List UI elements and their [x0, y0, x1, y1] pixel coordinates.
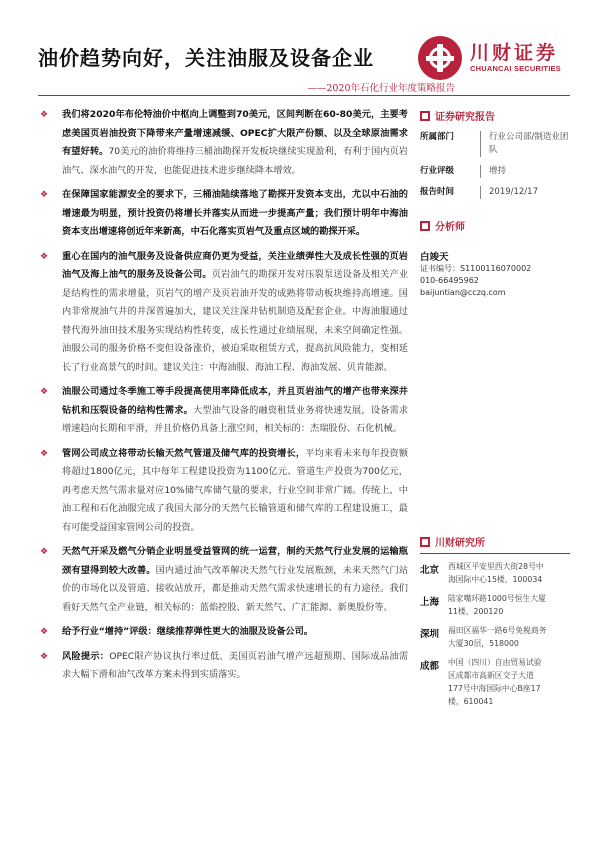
address-line: 11楼，200120 — [448, 607, 504, 616]
paragraph-lead: 天然气开采及燃气分销企业明显受益管网的统一运营，制约天然气行业发展的运输瓶颈有望得到较大改善。 — [62, 546, 408, 576]
summary-paragraph — [38, 623, 408, 642]
summary-paragraph — [38, 383, 408, 439]
paragraph-lead: 给予行业“增持”评级：继续推荐弹性更大的油服及设备公司。 — [62, 626, 313, 637]
paragraph-body: 国内通过油气改革解决天然气行业发展瓶颈，未来天然气门站价的市场化以及管道、接收站放开，都是推动天然气需求快速增长的有力途径。我们看好天然气全产业链，相关标的：蓝焰控股、新天然气、广汇能源、新奥股份等。 — [62, 564, 409, 613]
info-row — [420, 186, 570, 199]
address-line: 大厦30层，518000 — [448, 639, 519, 648]
paragraph-body: 平均来看未来每年投资额将超过1800亿元，其中每年工程建设投资为1100亿元、管道生产投资为700亿元，再考虑天然气需求量对应10%储气库储气量的要求，行业空间非常广阔。传统上，中油工程和石化油服完成了我国大部分的天然气长输管道和储气库的工程建设施工，最有可能受益国家管网公司的投资。 — [62, 447, 409, 533]
info-key: 行业评级 — [420, 166, 455, 176]
diamond-bullet-icon: ❖ — [40, 190, 49, 200]
section-marker-icon — [420, 537, 430, 547]
company-logo — [418, 36, 568, 80]
diamond-bullet-icon: ❖ — [40, 387, 49, 397]
summary-paragraph — [38, 248, 408, 378]
logo-name-cn: 川财证券 — [470, 42, 559, 64]
office-city: 成都 — [420, 661, 440, 672]
analyst-phone: 010-66495962 — [420, 276, 479, 285]
info-row — [420, 165, 570, 178]
institute-heading — [420, 534, 570, 549]
report-heading — [420, 108, 570, 123]
institute-panel — [420, 534, 570, 708]
paragraph-lead: 油服公司通过冬季施工等手段提高使用率降低成本，并且页岩油气的增产也带来深井钻机和压裂设备的结构性需求。 — [62, 386, 408, 416]
address-line: 福田区福华一路6号免税商务 — [448, 626, 547, 635]
paragraph-lead: 在保障国家能源安全的要求下，三桶油陆续落地了勘探开发资本支出，尤以中石油的增速最为明显，预计投资仍将增长并落实从而进一步提高产量；我们预计明年中海油资本支出增速将创近年来新高，中石化落实页岩气及重点区域的勘探开采。 — [62, 189, 408, 237]
info-value: 行业公司部/制造业团队 — [480, 131, 570, 157]
office-city: 上海 — [420, 597, 440, 608]
institute-heading-label: 川财研究所 — [435, 538, 485, 549]
summary-paragraph — [38, 186, 408, 242]
summary-paragraph — [38, 648, 408, 685]
address-line: 楼，610041 — [448, 697, 494, 706]
info-row — [420, 131, 570, 157]
info-value: 2019/12/17 — [480, 186, 570, 199]
paragraph-lead: 我们将2020年布伦特油价中枢向上调整到70美元，区间判断在60-80美元，主要考虑美国页岩油投资下降带来产量增速减缓、OPEC扩大限产份额、以及全球原油需求有望好转。 — [62, 109, 408, 157]
paragraph-lead: 管网公司成立将带动长输天然气管道及储气库的投资增长， — [62, 447, 306, 459]
diamond-bullet-icon: ❖ — [40, 547, 49, 557]
paragraph-lead: 风险提示： — [62, 650, 110, 662]
summary-body — [38, 106, 408, 691]
report-title: 油价趋势向好，关注油服及设备企业 — [38, 46, 374, 70]
address-line: 区成都市高新区交子大道 — [448, 671, 534, 680]
logo-name-en: CHUANCAI SECURITIES — [470, 64, 561, 73]
analyst-heading — [420, 218, 570, 233]
institute-divider — [420, 553, 570, 554]
info-value: 增持 — [480, 165, 570, 178]
logo-mark-icon — [418, 36, 462, 80]
analyst-email[interactable]: baijuntian@cczq.com — [420, 288, 506, 297]
diamond-bullet-icon: ❖ — [40, 627, 49, 637]
info-key: 所属部门 — [420, 132, 455, 142]
summary-paragraph — [38, 106, 408, 180]
paragraph-body: 页岩油气的勘探开发对压裂泵送设备及相关产业是结构性的需求增量，页岩气的增产及页岩油开发的成熟将带动板块维持高增速。国内非常规油气井的井深普遍加大，建议关注深井钻机制造及配套企业。中海油服通过替代海外油田技术服务实现结构性转变，成长性通过业绩展现，未来空间确定性强。油服公司的服务价格不变但设备涨价，被迫采取租赁方式，提高抗风险能力，变相延长了行业高景气的时间。建议关注：中海油服、海油工程、海油发展、贝肯能源。 — [62, 269, 409, 373]
section-marker-icon — [420, 221, 430, 231]
office-city: 深圳 — [420, 629, 440, 640]
section-marker-icon — [420, 111, 430, 121]
office-address — [420, 560, 570, 586]
address-line: 中国（四川）自由贸易试验 — [448, 658, 542, 667]
paragraph-body: 70美元的油价将维持三桶油勘探开发板块继续实现盈利，有利于国内页岩油气、深水油气的开发，也能促进技术进步继续降本增效。 — [62, 146, 408, 176]
office-address — [420, 624, 570, 650]
address-line: 海国际中心15楼，100034 — [448, 575, 543, 584]
info-key: 报告时间 — [420, 187, 455, 197]
analyst-cert: 证书编号：S1100116070002 — [420, 264, 532, 273]
report-info-panel — [420, 108, 570, 199]
summary-paragraph — [38, 543, 408, 617]
analyst-heading-label: 分析师 — [435, 222, 465, 233]
office-city: 北京 — [420, 565, 440, 576]
address-line: 西城区平安里西大街28号中 — [448, 562, 544, 571]
paragraph-body: OPEC限产协议执行率过低、美国页岩油气增产远超预期、国际成品油需求大幅下滑和油气改革方案未得到实质落实。 — [62, 650, 409, 680]
summary-paragraph — [38, 445, 408, 538]
office-address — [420, 592, 570, 618]
paragraph-body: 大型油气设备的融资租赁业务将快速发展，设备需求增速趋向长期和平滑，并且价格仍具备上涨空间，相关标的：杰瑞股份、石化机械。 — [62, 404, 409, 434]
paragraph-lead: 重心在国内的油气服务及设备供应商仍更为受益，关注业绩弹性大及成长性强的页岩油气及海上油气的服务及设备公司。 — [62, 250, 408, 280]
report-heading-label: 证券研究报告 — [435, 112, 495, 123]
diamond-bullet-icon: ❖ — [40, 651, 49, 662]
header-divider — [38, 95, 570, 96]
office-address — [420, 656, 570, 708]
diamond-bullet-icon: ❖ — [40, 251, 49, 262]
address-line: 陆家嘴环路1000号恒生大厦 — [448, 594, 546, 603]
analyst-name: 白竣天 — [420, 252, 449, 263]
report-subtitle: ——2020年石化行业年度策略报告 — [307, 83, 455, 94]
analyst-panel — [420, 218, 570, 299]
diamond-bullet-icon: ❖ — [40, 110, 49, 120]
address-line: 177号中海国际中心B座17 — [448, 684, 541, 693]
diamond-bullet-icon: ❖ — [40, 448, 49, 459]
